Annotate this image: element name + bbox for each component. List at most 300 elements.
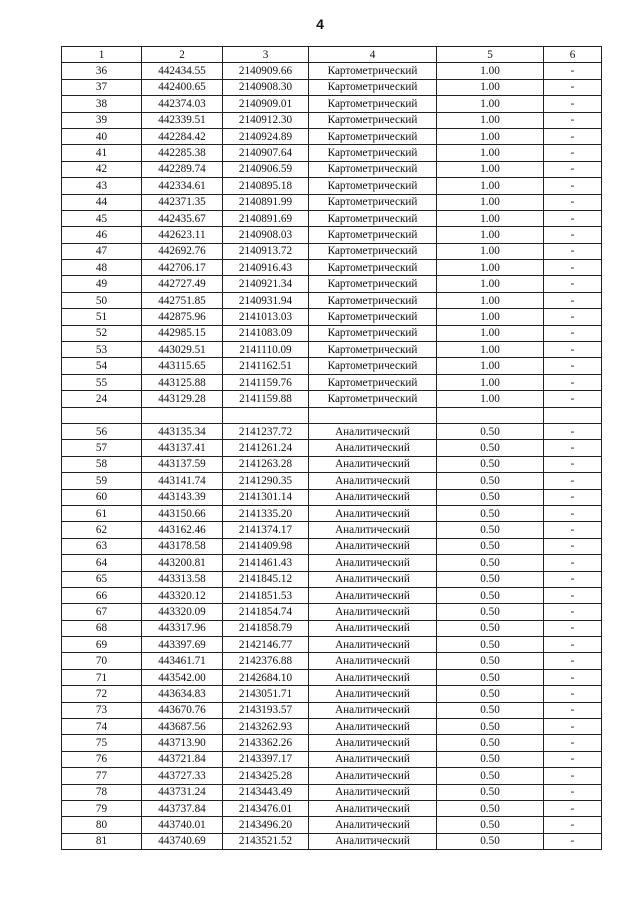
method-cell: Аналитический xyxy=(309,735,437,751)
table-row xyxy=(62,620,602,636)
point-number-cell: 44 xyxy=(62,194,142,210)
note-cell: - xyxy=(544,587,602,603)
x-coordinate-cell: 443143.39 xyxy=(142,489,223,505)
method-cell: Картометрический xyxy=(309,145,437,161)
point-number-cell: 66 xyxy=(62,587,142,603)
accuracy-cell: 0.50 xyxy=(437,620,544,636)
table-row xyxy=(62,489,602,505)
accuracy-cell: 0.50 xyxy=(437,653,544,669)
y-coordinate-cell: 2140908.03 xyxy=(223,227,309,243)
y-coordinate-cell: 2141159.88 xyxy=(223,391,309,407)
method-cell: Картометрический xyxy=(309,391,437,407)
note-cell: - xyxy=(544,505,602,521)
accuracy-cell: 1.00 xyxy=(437,374,544,390)
x-coordinate-cell: 442623.11 xyxy=(142,227,223,243)
x-coordinate-cell: 442692.76 xyxy=(142,243,223,259)
y-coordinate-cell: 2143362.26 xyxy=(223,735,309,751)
note-cell: - xyxy=(544,63,602,79)
table-row xyxy=(62,686,602,702)
accuracy-cell: 1.00 xyxy=(437,325,544,341)
accuracy-cell: 1.00 xyxy=(437,391,544,407)
accuracy-cell: 0.50 xyxy=(437,817,544,833)
method-cell: Картометрический xyxy=(309,243,437,259)
table-row xyxy=(62,342,602,358)
note-cell: - xyxy=(544,604,602,620)
method-cell: Аналитический xyxy=(309,571,437,587)
note-cell: - xyxy=(544,128,602,144)
table-row xyxy=(62,555,602,571)
note-cell: - xyxy=(544,686,602,702)
x-coordinate-cell xyxy=(142,407,223,423)
accuracy-cell: 0.50 xyxy=(437,702,544,718)
accuracy-cell: 0.50 xyxy=(437,489,544,505)
method-cell: Аналитический xyxy=(309,702,437,718)
y-coordinate-cell: 2140907.64 xyxy=(223,145,309,161)
x-coordinate-cell: 442706.17 xyxy=(142,260,223,276)
y-coordinate-cell: 2141159.76 xyxy=(223,374,309,390)
point-number-cell: 36 xyxy=(62,63,142,79)
accuracy-cell: 0.50 xyxy=(437,751,544,767)
note-cell: - xyxy=(544,309,602,325)
point-number-cell: 71 xyxy=(62,669,142,685)
y-coordinate-cell: 2143397.17 xyxy=(223,751,309,767)
point-number-cell: 63 xyxy=(62,538,142,554)
y-coordinate-cell: 2143443.49 xyxy=(223,784,309,800)
table-row xyxy=(62,505,602,521)
x-coordinate-cell: 442334.61 xyxy=(142,178,223,194)
accuracy-cell: 1.00 xyxy=(437,96,544,112)
method-cell: Аналитический xyxy=(309,800,437,816)
y-coordinate-cell: 2143521.52 xyxy=(223,833,309,849)
x-coordinate-cell: 443634.83 xyxy=(142,686,223,702)
note-cell: - xyxy=(544,735,602,751)
x-coordinate-cell: 443162.46 xyxy=(142,522,223,538)
accuracy-cell: 0.50 xyxy=(437,522,544,538)
point-number-cell: 79 xyxy=(62,800,142,816)
table-row xyxy=(62,768,602,784)
point-number-cell: 56 xyxy=(62,423,142,439)
table-row xyxy=(62,63,602,79)
x-coordinate-cell: 443150.66 xyxy=(142,505,223,521)
table-row xyxy=(62,194,602,210)
table-row xyxy=(62,210,602,226)
point-number-cell: 75 xyxy=(62,735,142,751)
point-number-cell: 45 xyxy=(62,210,142,226)
method-cell: Аналитический xyxy=(309,620,437,636)
x-coordinate-cell: 442284.42 xyxy=(142,128,223,144)
note-cell xyxy=(544,407,602,423)
y-coordinate-cell: 2140909.01 xyxy=(223,96,309,112)
y-coordinate-cell: 2141374.17 xyxy=(223,522,309,538)
y-coordinate-cell: 2141237.72 xyxy=(223,423,309,439)
note-cell: - xyxy=(544,768,602,784)
y-coordinate-cell: 2142146.77 xyxy=(223,637,309,653)
table-row xyxy=(62,374,602,390)
accuracy-cell: 1.00 xyxy=(437,79,544,95)
note-cell: - xyxy=(544,325,602,341)
accuracy-cell: 1.00 xyxy=(437,128,544,144)
method-cell xyxy=(309,407,437,423)
method-cell: Аналитический xyxy=(309,505,437,521)
table-row xyxy=(62,325,602,341)
accuracy-cell: 0.50 xyxy=(437,423,544,439)
table-body xyxy=(62,63,602,850)
y-coordinate-cell: 2140891.99 xyxy=(223,194,309,210)
note-cell: - xyxy=(544,669,602,685)
table-row xyxy=(62,719,602,735)
accuracy-cell: 1.00 xyxy=(437,276,544,292)
x-coordinate-cell: 443135.34 xyxy=(142,423,223,439)
method-cell: Картометрический xyxy=(309,112,437,128)
y-coordinate-cell: 2141162.51 xyxy=(223,358,309,374)
accuracy-cell: 0.50 xyxy=(437,637,544,653)
y-coordinate-cell: 2141083.09 xyxy=(223,325,309,341)
note-cell: - xyxy=(544,555,602,571)
point-number-cell: 81 xyxy=(62,833,142,849)
y-coordinate-cell: 2140908.30 xyxy=(223,79,309,95)
point-number-cell: 48 xyxy=(62,260,142,276)
point-number-cell: 38 xyxy=(62,96,142,112)
table-row xyxy=(62,587,602,603)
x-coordinate-cell: 443737.84 xyxy=(142,800,223,816)
y-coordinate-cell: 2141461.43 xyxy=(223,555,309,571)
method-cell: Картометрический xyxy=(309,194,437,210)
note-cell: - xyxy=(544,194,602,210)
accuracy-cell: 0.50 xyxy=(437,686,544,702)
table-row xyxy=(62,391,602,407)
x-coordinate-cell: 442434.55 xyxy=(142,63,223,79)
note-cell: - xyxy=(544,538,602,554)
note-cell: - xyxy=(544,751,602,767)
x-coordinate-cell: 442985.15 xyxy=(142,325,223,341)
method-cell: Картометрический xyxy=(309,210,437,226)
table-row xyxy=(62,473,602,489)
point-number-cell: 39 xyxy=(62,112,142,128)
point-number-cell: 40 xyxy=(62,128,142,144)
x-coordinate-cell: 442435.67 xyxy=(142,210,223,226)
accuracy-cell: 0.50 xyxy=(437,538,544,554)
y-coordinate-cell: 2143425.28 xyxy=(223,768,309,784)
coordinates-table xyxy=(61,46,602,850)
point-number-cell: 78 xyxy=(62,784,142,800)
method-cell: Аналитический xyxy=(309,489,437,505)
note-cell: - xyxy=(544,456,602,472)
point-number-cell: 80 xyxy=(62,817,142,833)
table-row xyxy=(62,522,602,538)
point-number-cell: 65 xyxy=(62,571,142,587)
note-cell: - xyxy=(544,227,602,243)
y-coordinate-cell: 2141013.03 xyxy=(223,309,309,325)
y-coordinate-cell: 2140924.89 xyxy=(223,128,309,144)
accuracy-cell: 0.50 xyxy=(437,505,544,521)
x-coordinate-cell: 443731.24 xyxy=(142,784,223,800)
table-row xyxy=(62,358,602,374)
accuracy-cell: 0.50 xyxy=(437,669,544,685)
y-coordinate-cell: 2141263.28 xyxy=(223,456,309,472)
table-row xyxy=(62,243,602,259)
method-cell: Аналитический xyxy=(309,833,437,849)
method-cell: Картометрический xyxy=(309,358,437,374)
point-number-cell: 49 xyxy=(62,276,142,292)
table-row xyxy=(62,800,602,816)
y-coordinate-cell: 2140912.30 xyxy=(223,112,309,128)
table-row xyxy=(62,669,602,685)
point-number-cell: 67 xyxy=(62,604,142,620)
method-cell: Картометрический xyxy=(309,63,437,79)
x-coordinate-cell: 442371.35 xyxy=(142,194,223,210)
x-coordinate-cell: 443397.69 xyxy=(142,637,223,653)
table-row xyxy=(62,292,602,308)
point-number-cell: 54 xyxy=(62,358,142,374)
table-row xyxy=(62,833,602,849)
y-coordinate-cell: 2143193.57 xyxy=(223,702,309,718)
accuracy-cell: 0.50 xyxy=(437,800,544,816)
y-coordinate-cell: 2141110.09 xyxy=(223,342,309,358)
method-cell: Картометрический xyxy=(309,292,437,308)
column-header: 6 xyxy=(544,47,602,63)
y-coordinate-cell xyxy=(223,407,309,423)
x-coordinate-cell: 443137.59 xyxy=(142,456,223,472)
note-cell: - xyxy=(544,243,602,259)
x-coordinate-cell: 443313.58 xyxy=(142,571,223,587)
table-row xyxy=(62,571,602,587)
point-number-cell: 73 xyxy=(62,702,142,718)
point-number-cell: 37 xyxy=(62,79,142,95)
point-number-cell: 76 xyxy=(62,751,142,767)
note-cell: - xyxy=(544,473,602,489)
method-cell: Аналитический xyxy=(309,784,437,800)
note-cell: - xyxy=(544,571,602,587)
y-coordinate-cell: 2141851.53 xyxy=(223,587,309,603)
method-cell: Картометрический xyxy=(309,342,437,358)
y-coordinate-cell: 2140916.43 xyxy=(223,260,309,276)
x-coordinate-cell: 443200.81 xyxy=(142,555,223,571)
table-row xyxy=(62,161,602,177)
note-cell: - xyxy=(544,342,602,358)
note-cell: - xyxy=(544,702,602,718)
y-coordinate-cell: 2142684.10 xyxy=(223,669,309,685)
point-number-cell: 42 xyxy=(62,161,142,177)
point-number-cell: 69 xyxy=(62,637,142,653)
y-coordinate-cell: 2141858.79 xyxy=(223,620,309,636)
table-header xyxy=(62,47,602,63)
y-coordinate-cell: 2140921.34 xyxy=(223,276,309,292)
point-number-cell: 51 xyxy=(62,309,142,325)
point-number-cell: 59 xyxy=(62,473,142,489)
method-cell: Аналитический xyxy=(309,473,437,489)
point-number-cell: 64 xyxy=(62,555,142,571)
note-cell: - xyxy=(544,817,602,833)
note-cell: - xyxy=(544,522,602,538)
y-coordinate-cell: 2140913.72 xyxy=(223,243,309,259)
note-cell: - xyxy=(544,210,602,226)
x-coordinate-cell: 443141.74 xyxy=(142,473,223,489)
accuracy-cell: 0.50 xyxy=(437,587,544,603)
x-coordinate-cell: 443317.96 xyxy=(142,620,223,636)
point-number-cell: 68 xyxy=(62,620,142,636)
y-coordinate-cell: 2143476.01 xyxy=(223,800,309,816)
method-cell: Картометрический xyxy=(309,374,437,390)
column-header: 3 xyxy=(223,47,309,63)
table-row xyxy=(62,702,602,718)
table-row xyxy=(62,456,602,472)
y-coordinate-cell: 2141335.20 xyxy=(223,505,309,521)
x-coordinate-cell: 442289.74 xyxy=(142,161,223,177)
method-cell: Аналитический xyxy=(309,637,437,653)
accuracy-cell: 1.00 xyxy=(437,161,544,177)
note-cell: - xyxy=(544,292,602,308)
note-cell: - xyxy=(544,719,602,735)
accuracy-cell: 0.50 xyxy=(437,604,544,620)
note-cell: - xyxy=(544,276,602,292)
method-cell: Аналитический xyxy=(309,604,437,620)
accuracy-cell: 0.50 xyxy=(437,719,544,735)
x-coordinate-cell: 442875.96 xyxy=(142,309,223,325)
method-cell: Аналитический xyxy=(309,669,437,685)
point-number-cell: 50 xyxy=(62,292,142,308)
y-coordinate-cell: 2140895.18 xyxy=(223,178,309,194)
method-cell: Аналитический xyxy=(309,456,437,472)
point-number-cell: 70 xyxy=(62,653,142,669)
note-cell: - xyxy=(544,178,602,194)
accuracy-cell: 0.50 xyxy=(437,571,544,587)
accuracy-cell: 0.50 xyxy=(437,473,544,489)
point-number-cell: 55 xyxy=(62,374,142,390)
method-cell: Картометрический xyxy=(309,178,437,194)
point-number-cell: 72 xyxy=(62,686,142,702)
method-cell: Картометрический xyxy=(309,260,437,276)
point-number-cell: 62 xyxy=(62,522,142,538)
table-row xyxy=(62,276,602,292)
y-coordinate-cell: 2141290.35 xyxy=(223,473,309,489)
point-number-cell: 58 xyxy=(62,456,142,472)
note-cell: - xyxy=(544,620,602,636)
table-row xyxy=(62,653,602,669)
note-cell: - xyxy=(544,653,602,669)
accuracy-cell: 1.00 xyxy=(437,178,544,194)
method-cell: Аналитический xyxy=(309,686,437,702)
accuracy-cell: 1.00 xyxy=(437,243,544,259)
table-row xyxy=(62,751,602,767)
x-coordinate-cell: 442374.03 xyxy=(142,96,223,112)
column-header: 2 xyxy=(142,47,223,63)
accuracy-cell: 1.00 xyxy=(437,194,544,210)
table-row xyxy=(62,260,602,276)
accuracy-cell xyxy=(437,407,544,423)
x-coordinate-cell: 443727.33 xyxy=(142,768,223,784)
accuracy-cell: 1.00 xyxy=(437,342,544,358)
note-cell: - xyxy=(544,440,602,456)
note-cell: - xyxy=(544,260,602,276)
table-row xyxy=(62,784,602,800)
column-header: 5 xyxy=(437,47,544,63)
point-number-cell: 61 xyxy=(62,505,142,521)
y-coordinate-cell: 2142376.88 xyxy=(223,653,309,669)
point-number-cell: 74 xyxy=(62,719,142,735)
method-cell: Аналитический xyxy=(309,768,437,784)
x-coordinate-cell: 443029.51 xyxy=(142,342,223,358)
accuracy-cell: 1.00 xyxy=(437,63,544,79)
method-cell: Аналитический xyxy=(309,538,437,554)
point-number-cell: 60 xyxy=(62,489,142,505)
x-coordinate-cell: 443740.69 xyxy=(142,833,223,849)
column-header: 4 xyxy=(309,47,437,63)
accuracy-cell: 0.50 xyxy=(437,440,544,456)
accuracy-cell: 0.50 xyxy=(437,735,544,751)
note-cell: - xyxy=(544,833,602,849)
y-coordinate-cell: 2140906.59 xyxy=(223,161,309,177)
y-coordinate-cell: 2140909.66 xyxy=(223,63,309,79)
column-header: 1 xyxy=(62,47,142,63)
x-coordinate-cell: 442727.49 xyxy=(142,276,223,292)
note-cell: - xyxy=(544,423,602,439)
table-row xyxy=(62,96,602,112)
accuracy-cell: 0.50 xyxy=(437,833,544,849)
point-number-cell: 77 xyxy=(62,768,142,784)
method-cell: Картометрический xyxy=(309,79,437,95)
point-number-cell: 53 xyxy=(62,342,142,358)
table-row xyxy=(62,227,602,243)
accuracy-cell: 1.00 xyxy=(437,260,544,276)
accuracy-cell: 1.00 xyxy=(437,145,544,161)
table-row xyxy=(62,538,602,554)
x-coordinate-cell: 443320.09 xyxy=(142,604,223,620)
note-cell: - xyxy=(544,800,602,816)
page-number: 4 xyxy=(316,16,324,32)
note-cell: - xyxy=(544,489,602,505)
table-row xyxy=(62,112,602,128)
x-coordinate-cell: 443721.84 xyxy=(142,751,223,767)
x-coordinate-cell: 443125.88 xyxy=(142,374,223,390)
method-cell: Аналитический xyxy=(309,440,437,456)
note-cell: - xyxy=(544,391,602,407)
table-row xyxy=(62,604,602,620)
x-coordinate-cell: 443713.90 xyxy=(142,735,223,751)
note-cell: - xyxy=(544,374,602,390)
method-cell: Картометрический xyxy=(309,276,437,292)
header-row xyxy=(62,47,602,63)
x-coordinate-cell: 443178.58 xyxy=(142,538,223,554)
accuracy-cell: 1.00 xyxy=(437,227,544,243)
note-cell: - xyxy=(544,145,602,161)
x-coordinate-cell: 443542.00 xyxy=(142,669,223,685)
x-coordinate-cell: 443670.76 xyxy=(142,702,223,718)
point-number-cell: 47 xyxy=(62,243,142,259)
note-cell: - xyxy=(544,79,602,95)
table-row xyxy=(62,637,602,653)
method-cell: Картометрический xyxy=(309,325,437,341)
accuracy-cell: 0.50 xyxy=(437,784,544,800)
table-row xyxy=(62,735,602,751)
accuracy-cell: 0.50 xyxy=(437,555,544,571)
method-cell: Аналитический xyxy=(309,522,437,538)
y-coordinate-cell: 2140931.94 xyxy=(223,292,309,308)
method-cell: Аналитический xyxy=(309,751,437,767)
table-row xyxy=(62,178,602,194)
method-cell: Аналитический xyxy=(309,817,437,833)
method-cell: Аналитический xyxy=(309,653,437,669)
point-number-cell: 52 xyxy=(62,325,142,341)
x-coordinate-cell: 442285.38 xyxy=(142,145,223,161)
point-number-cell: 24 xyxy=(62,391,142,407)
note-cell: - xyxy=(544,358,602,374)
table-row xyxy=(62,407,602,423)
y-coordinate-cell: 2141854.74 xyxy=(223,604,309,620)
point-number-cell xyxy=(62,407,142,423)
method-cell: Картометрический xyxy=(309,161,437,177)
method-cell: Картометрический xyxy=(309,227,437,243)
y-coordinate-cell: 2143262.93 xyxy=(223,719,309,735)
